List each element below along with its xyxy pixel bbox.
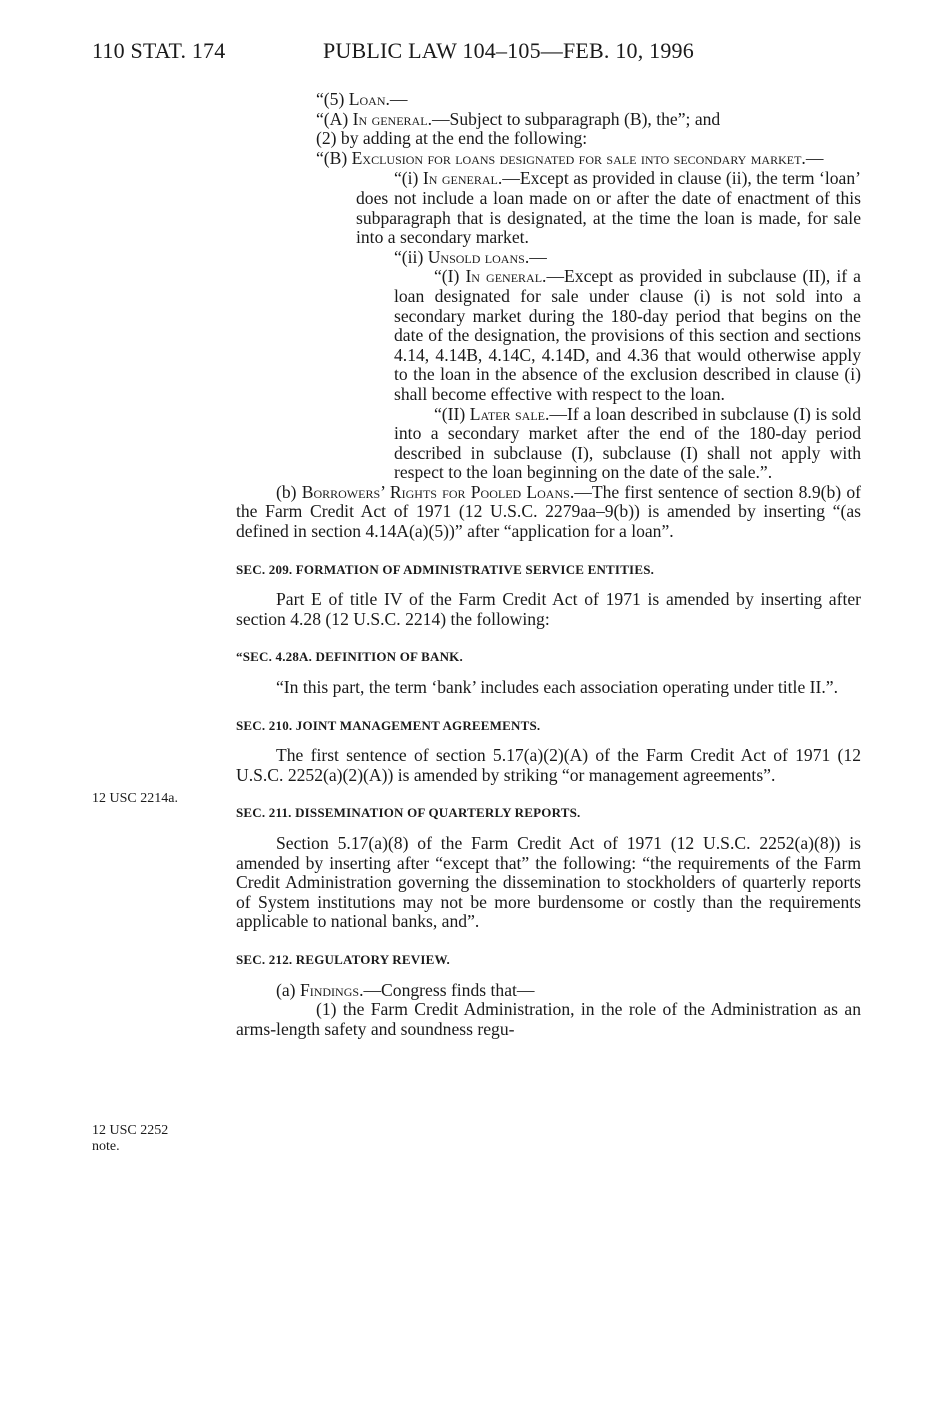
para-heading: Loan (348, 89, 386, 109)
para-text: .—Except as provided in subclause (II), if a loan designated for sale under clause (i) is not sold into a secondary market during the 180-day period that begins on the date of the designation, the provisions of this section and sections 4.14, 4.14B, 4.14C, 4.14D, and 4.36 that would otherwise apply to the loan in the absence of the exclusion described in clause (i) shall become effective with respect to the loan. (394, 266, 861, 404)
subsection-a-findings (236, 981, 861, 1001)
section-209-text: Part E of title IV of the Farm Credit Act of 1971 is amended by inserting after section 4.28 (12 U.S.C. 2214) the following: (236, 589, 861, 629)
paragraph-2-adding: (2) by adding at the end the following: (316, 128, 588, 149)
para-prefix: “(i) (394, 168, 423, 189)
para-heading: Unsold loans (427, 246, 525, 267)
section-heading-211: SEC. 211. DISSEMINATION OF QUARTERLY REPORTS. (236, 805, 581, 821)
para-text: .— (385, 89, 408, 109)
clause-ii-unsold-loans (356, 248, 861, 268)
para-heading: In general (465, 266, 543, 287)
para-prefix: “(I) (434, 266, 466, 287)
subclause-ii-later-sale (394, 405, 861, 483)
para-prefix: (b) (276, 481, 302, 502)
margin-note-usc-2214a: 12 USC 2214a. (92, 791, 178, 806)
finding-1-text: (1) the Farm Credit Administration, in the role of the Administration as an arms-length safety and soundness regu- (236, 999, 861, 1039)
margin-note-usc-2252: 12 USC 2252 note. (92, 1123, 169, 1154)
para-text: .—Subject to subparagraph (B), the”; and (427, 108, 721, 129)
document-body (236, 90, 861, 1039)
section-heading-210: SEC. 210. JOINT MANAGEMENT AGREEMENTS. (236, 717, 541, 733)
para-prefix: “(A) (316, 108, 353, 129)
para-heading: Exclusion for loans designated for sale into secondary market (351, 147, 802, 168)
subparagraph-b-exclusion (236, 149, 861, 170)
para-prefix: (a) (276, 979, 300, 1000)
page-number-header: 110 STAT. 174 (92, 38, 226, 63)
para-text: .—The first sentence of section 8.9(b) of the Farm Credit Act of 1971 (12 U.S.C. 2279aa–9(b)) is amended by inserting “(as defined in section 4.14A(a)(5))” after “application for a loan”. (236, 481, 862, 542)
para-text: .— (524, 246, 547, 267)
section-211-text: Section 5.17(a)(8) of the Farm Credit Act of 1971 (12 U.S.C. 2252(a)(8)) is amended by inserting after “except that” the following: “the requirements of the Farm Credit Administration governing the dissemination to stockholders of quarterly reports of System institutions may not be more burdensome or costly than the requirements applicable to national banks, and”. (236, 833, 861, 932)
clause-i-in-general (356, 169, 861, 247)
para-heading: Later sale (469, 403, 546, 424)
para-text: .— (801, 147, 824, 168)
para-text: .—Except as provided in clause (ii), the term ‘loan’ does not include a loan made on or after the date of enactment of this subparagraph that is designated, at the time the loan is made, for sale into a secondary market. (356, 168, 861, 248)
para-prefix: “(B) (316, 147, 352, 168)
subclause-i-in-general (394, 267, 861, 404)
section-428a-text: “In this part, the term ‘bank’ includes each association operating under title II.”. (276, 677, 838, 698)
paragraph-5-loan (316, 90, 861, 110)
para-prefix: “(II) (434, 403, 470, 424)
para-prefix: “(5) (316, 89, 349, 109)
para-heading: In general (352, 108, 428, 129)
para-text: .—If a loan described in subclause (I) is sold into a secondary market after the end of the 180-day period described in subclause (I), subclause (I) shall not apply with respect to the loan beginning on the date of the sale.”. (394, 403, 861, 483)
para-heading: In general (422, 168, 498, 189)
para-prefix: “(ii) (394, 246, 428, 267)
section-heading-209: SEC. 209. FORMATION OF ADMINISTRATIVE SERVICE ENTITIES. (236, 561, 655, 577)
para-heading: Borrowers’ Rights for Pooled Loans (301, 481, 570, 502)
section-heading-212: SEC. 212. REGULATORY REVIEW. (236, 951, 450, 967)
section-210-text: The first sentence of section 5.17(a)(2)(A) of the Farm Credit Act of 1971 (12 U.S.C. 2252(a)(2)(A)) is amended by striking “or management agreements”. (236, 745, 861, 785)
running-head: PUBLIC LAW 104–105—FEB. 10, 1996 (323, 38, 694, 63)
para-heading: Findings (299, 979, 360, 1000)
para-text: .—Congress finds that— (359, 979, 535, 1000)
subparagraph-a (236, 110, 861, 130)
subsection-b-borrowers-rights (236, 483, 861, 542)
section-heading-428a: “SEC. 4.28A. DEFINITION OF BANK. (236, 649, 463, 665)
